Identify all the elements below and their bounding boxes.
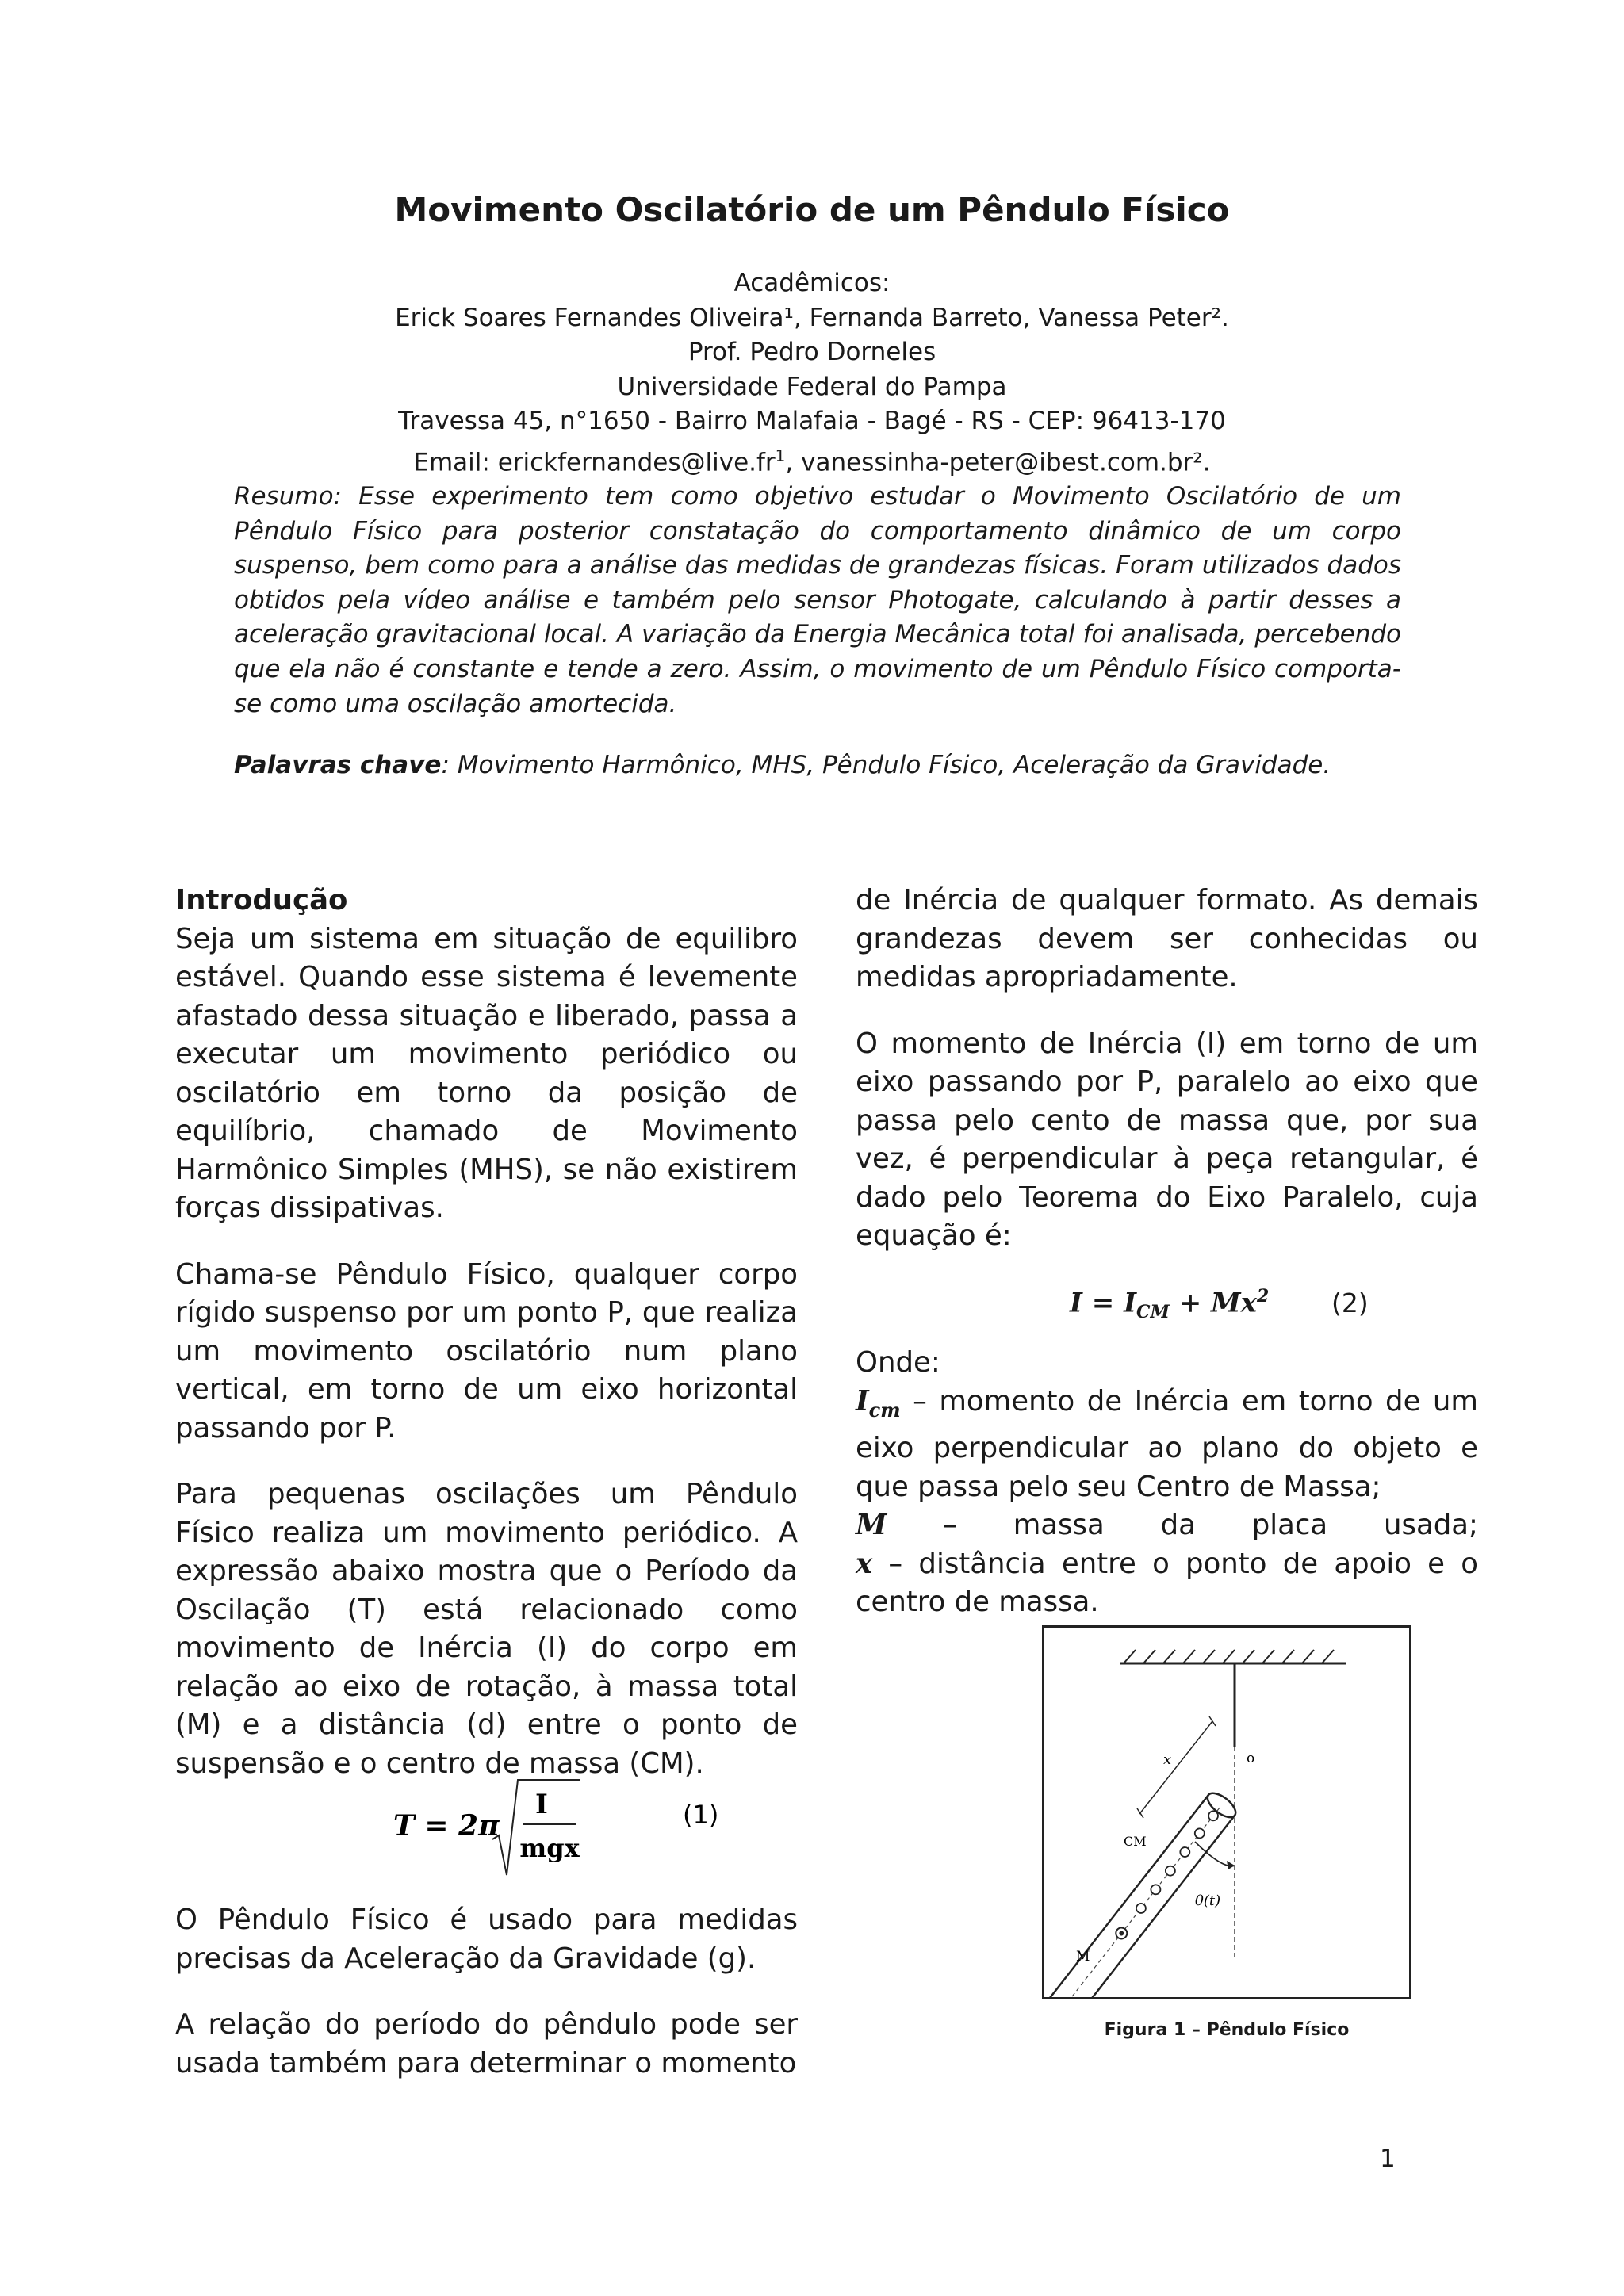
intro-paragraph-5: A relação do período do pêndulo pode ser usada também para determinar o momento: [175, 2008, 798, 2080]
label-theta: θ(t): [1195, 1892, 1221, 1909]
icm-symbol: I: [856, 1384, 869, 1418]
def-m: [856, 1506, 1478, 1545]
eq2-sup: 2: [1256, 1286, 1270, 1307]
m-symbol: M: [856, 1509, 887, 1542]
label-o: o: [1247, 1751, 1255, 1766]
intro-paragraph-2: Chama-se Pêndulo Físico, qualquer corpo rígido suspenso por um ponto P, que realiza um movimento oscilatório num plano vertical, em torno de um eixo horizontal passando por P.: [175, 1257, 798, 1445]
eq2-expression: [1070, 1286, 1269, 1322]
eq2-rhs: + Mx: [1169, 1287, 1257, 1319]
keywords: [234, 751, 1503, 779]
label-m: M: [1076, 1949, 1090, 1965]
left-column-continued: [175, 1901, 798, 2083]
academics-label: Acadêmicos:: [733, 269, 891, 297]
angle-arrowhead: [1227, 1861, 1235, 1869]
author-block: [0, 266, 1624, 480]
email-line: [0, 439, 1624, 480]
eq1-number: (1): [683, 1800, 719, 1830]
paper-title: Movimento Oscilatório de um Pêndulo Físico: [394, 190, 1230, 229]
email-superscript: 1: [775, 446, 786, 465]
right-column: [856, 882, 1478, 1256]
right-paragraph-2: O momento de Inércia (I) em torno de um eixo passando por P, paralelo ao eixo que passa pelo cento de massa que, por sua vez, é perpendicular à peça retangular, é dado pelo Teorema do Eixo Paralelo, cuja equação é:: [856, 1027, 1478, 1252]
keywords-text: : Movimento Harmônico, MHS, Pêndulo Físico, Aceleração da Gravidade.: [441, 751, 1331, 779]
icm-text: – momento de Inércia em torno de um eixo perpendicular ao plano do objeto e que passa pelo seu Centro de Massa;: [856, 1384, 1478, 1503]
eq2-lhs: I = I: [1070, 1287, 1136, 1319]
eq1-numerator: I: [535, 1789, 548, 1820]
keywords-label: Palavras chave: [234, 751, 442, 779]
section-heading: Introdução: [175, 884, 348, 916]
label-x: x: [1163, 1751, 1172, 1768]
left-column: [175, 882, 798, 1783]
m-text: – massa da placa usada;: [887, 1509, 1478, 1542]
label-cm: CM: [1124, 1834, 1147, 1849]
email-prefix: Email: erickfernandes@live.fr: [413, 447, 776, 476]
authors-line: Erick Soares Fernandes Oliveira¹, Fernanda Barreto, Vanessa Peter².: [395, 303, 1229, 332]
def-x: [856, 1545, 1478, 1622]
equation-2: [856, 1283, 1478, 1330]
figure-pendulum: [1042, 1625, 1411, 1999]
professor-line: Prof. Pedro Dorneles: [688, 338, 936, 366]
eq1-denominator: mgx: [519, 1833, 580, 1863]
right-column-definitions: [856, 1344, 1478, 1622]
right-paragraph-1: de Inércia de qualquer formato. As demais grandezas devem ser conhecidas ou medidas apropriadamente.: [856, 884, 1478, 993]
ceiling-hatch: [1124, 1650, 1334, 1663]
university-line: Universidade Federal do Pampa: [617, 372, 1007, 401]
x-text: – distância entre o ponto de apoio e o centro de massa.: [856, 1547, 1478, 1619]
figure-caption: Figura 1 – Pêndulo Físico: [1104, 2020, 1350, 2040]
icm-subscript: cm: [868, 1398, 901, 1422]
page-number: 1: [1380, 2145, 1396, 2173]
distance-marker: [1139, 1721, 1212, 1814]
equation-1-svg: [175, 1764, 798, 1883]
abstract: Resumo: Esse experimento tem como objetivo estudar o Movimento Oscilatório de um Pêndulo Físico para posterior constatação do comportamento dinâmico de um corpo suspenso, bem como para a análise das medidas de grandezas físicas. Foram utilizados dados obtidos pela vídeo análise e também pelo sensor Photogate, calculando à partir desses a aceleração gravitacional local. A variação da Energia Mecânica total foi analisada, percebendo que ela não é constante e tende a zero. Assim, o movimento de um Pêndulo Físico comporta-se como uma oscilação amortecida.: [234, 482, 1401, 718]
equation-1: [175, 1764, 798, 1883]
x-symbol: x: [856, 1547, 873, 1580]
address-line: Travessa 45, n°1650 - Bairro Malafaia - Bagé - RS - CEP: 96413-170: [398, 407, 1226, 435]
email-suffix: , vanessinha-peter@ibest.com.br².: [785, 447, 1211, 476]
intro-paragraph-4: O Pêndulo Físico é usado para medidas precisas da Aceleração da Gravidade (g).: [175, 1904, 798, 1975]
eq2-sub: CM: [1136, 1302, 1170, 1323]
intro-paragraph-3: Para pequenas oscilações um Pêndulo Físico realiza um movimento periódico. A expressão abaixo mostra que o Período da Oscilação (T) está relacionado como movimento de Inércia (I) do corpo em relação ao eixo de rotação, à massa total (M) e a distância (d) entre o ponto de suspensão e o centro de massa (CM).: [175, 1478, 798, 1780]
eq2-number: (2): [1331, 1288, 1369, 1318]
intro-paragraph-1: Seja um sistema em situação de equilibro estável. Quando esse sistema é levemente afastado dessa situação e liberado, passa a executar um movimento periódico ou oscilatório em torno da posição de equilíbrio, chamado de Movimento Harmônico Simples (MHS), se não existirem forças dissipativas.: [175, 922, 798, 1224]
def-icm: [856, 1383, 1478, 1507]
onde-label: Onde:: [856, 1346, 940, 1379]
pendulum-diagram: [1044, 1628, 1409, 1997]
eq1-lhs: T = 2π: [393, 1809, 500, 1843]
